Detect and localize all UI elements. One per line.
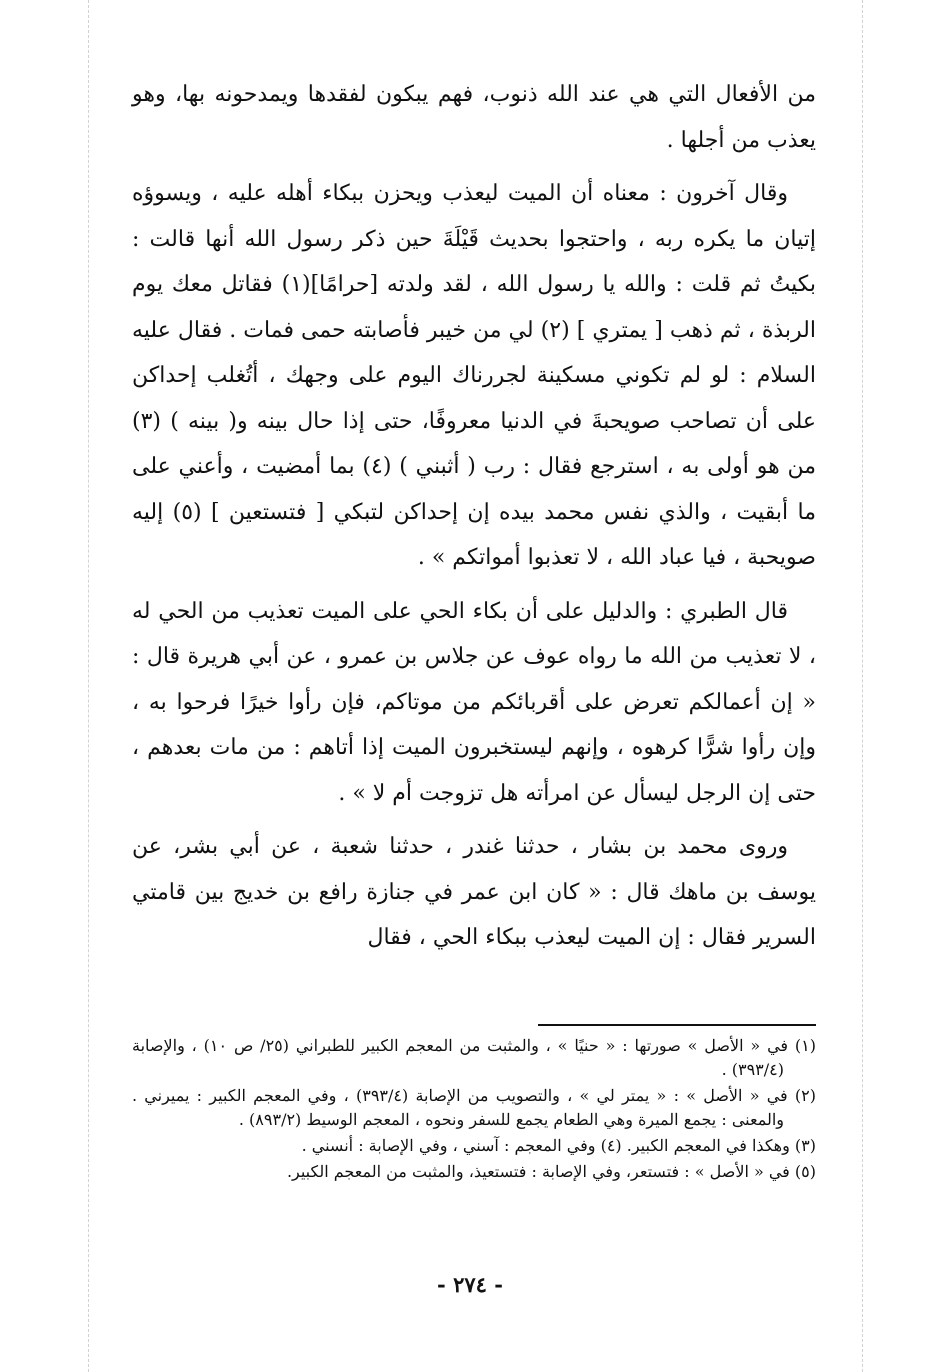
footnote-2: (٢) في « الأصل » : « يمتر لي » ، والتصويب من الإصابة (٣٩٣/٤) ، وفي المعجم الكبير : يميرني . والمعنى : يجمع الميرة وهي الطعام يجمع للسفر ونحوه ، المعجم الوسيط (٨٩٣/٢) .	[132, 1086, 817, 1129]
right-margin-guide	[862, 0, 863, 1372]
page-number: - ٢٧٤ -	[437, 1272, 503, 1297]
main-text	[132, 72, 816, 961]
footnote-1: (١) في « الأصل » صورتها : « حنيًا » ، والمثبت من المعجم الكبير للطبراني (٢٥/ ص ١٠) ، والإصابة (٣٩٣/٤) .	[132, 1036, 816, 1079]
paragraph-3: قال الطبري : والدليل على أن بكاء الحي على الميت تعذيب من الحي له ، لا تعذيب من الله ما رواه عوف عن جلاس بن عمرو ، عن أبي هريرة قال : « إن أعمالكم تعرض على أقربائكم من موتاكم، فإن رأوا خيرًا فرحوا به ، وإن رأوا شرًّا كرهوه ، وإنهم ليستخبرون الميت إذا أتاهم : من مات بعدهم ، حتى إن الرجل ليسأل عن امرأته هل تزوجت أم لا » .	[132, 598, 816, 806]
left-margin-guide	[88, 0, 89, 1372]
paragraph-4: وروى محمد بن بشار ، حدثنا غندر ، حدثنا شعبة ، عن أبي بشر، عن يوسف بن ماهك قال : « كان ابن عمر في جنازة رافع بن خديج بين قامتي السرير فقال : إن الميت ليعذب ببكاء الحي ، فقال	[132, 834, 816, 950]
footnote-separator	[538, 1024, 816, 1026]
paragraph-2: وقال آخرون : معناه أن الميت ليعذب ويحزن ببكاء أهله عليه ، ويسوؤه إتيان ما يكره ربه ، واحتجوا بحديث قَيْلَةَ حين ذكر رسول الله أنها قالت : بكيتُ ثم قلت : والله يا رسول الله ، لقد ولدته [حرامًا](١) فقاتل معك يوم الربذة ، ثم ذهب [ يمتري ] (٢) لي من خيبر فأصابته حمى فمات . فقال عليه السلام : لو لم تكوني مسكينة لجررناك اليوم على وجهك ، أتُغلب إحداكن على أن تصاحب صويحبةَ في الدنيا معروفًا، حتى إذا حال بينه و( بينه ) (٣) من هو أولى به ، استرجع فقال : رب ( أثبني ) (٤) بما أمضيت ، وأعني على ما أبقيت ، والذي نفس محمد بيده إن إحداكن لتبكي [ فتستعين ] (٥) إليه صويحبة ، فيا عباد الله ، لا تعذبوا أمواتكم » .	[132, 181, 816, 570]
footnote-3-4: (٣) وهكذا في المعجم الكبير. (٤) وفي المعجم : آسني ، وفي الإصابة : أنسني .	[301, 1136, 816, 1155]
paragraph-1: من الأفعال التي هي عند الله ذنوب، فهم يبكون لفقدها ويمدحونه بها، وهو يعذب من أجلها .	[132, 82, 816, 153]
footnote-5: (٥) في « الأصل » : فتستعر، وفي الإصابة : فتستعيذ، والمثبت من المعجم الكبير.	[286, 1162, 816, 1181]
footnotes	[132, 1034, 816, 1186]
